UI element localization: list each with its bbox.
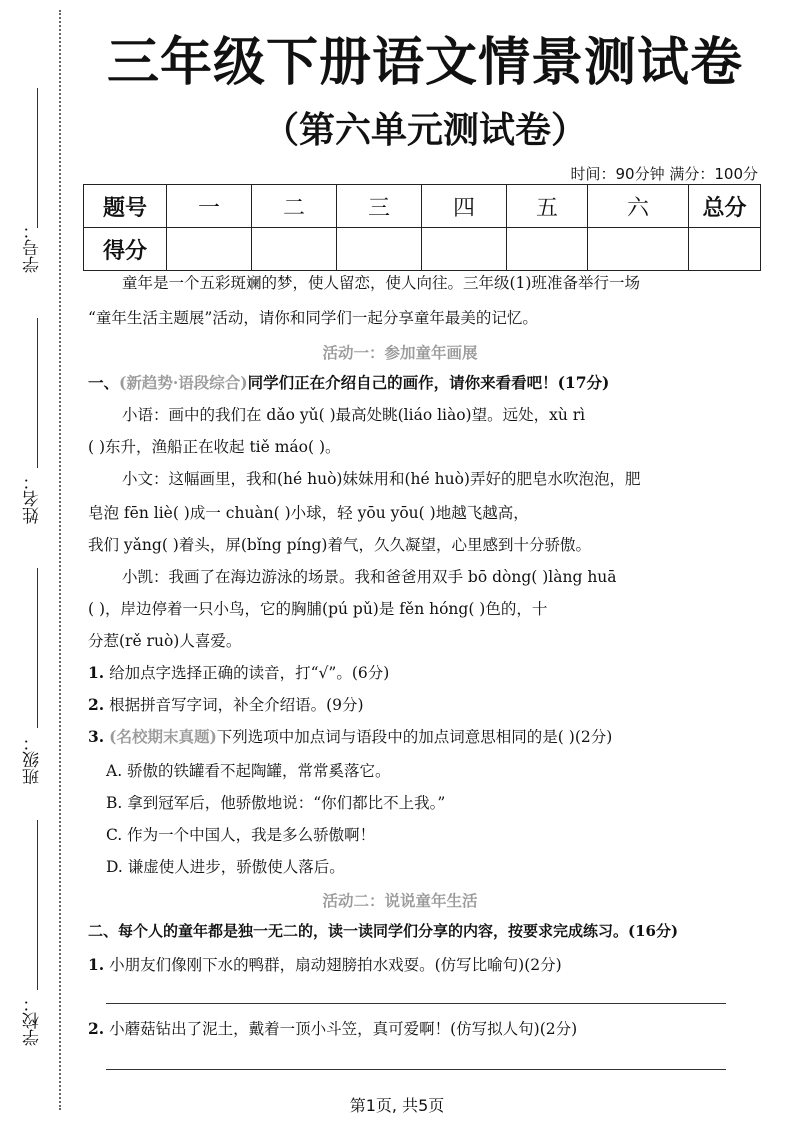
question-number: 2. [88, 1019, 105, 1038]
intro-line: “童年生活主题展”活动，请你和同学们一起分享童年最美的记忆。 [88, 309, 538, 327]
question-number: 1. [88, 663, 105, 682]
activity-heading: 活动二：说说童年生活 [322, 891, 478, 910]
score-cell[interactable] [689, 228, 761, 271]
score-table [83, 184, 761, 271]
student-id-label: 学号： [23, 222, 43, 273]
question-3 [88, 727, 728, 747]
section-heading: 二、每个人的童年都是独一无二的，读一读同学们分享的内容，按要求完成练习。(16分) [88, 922, 679, 940]
header-cell: 题号 [84, 185, 167, 228]
school-label: 学校： [23, 995, 43, 1046]
question-text: 下列选项中加点词与语段中的加点词意思相同的是( )(2分) [216, 728, 613, 746]
score-table-header-row [84, 185, 761, 228]
question-text: 小蘑菇钻出了泥土，戴着一顶小斗笠，真可爱啊！(仿写拟人句)(2分) [109, 1020, 578, 1038]
score-cell[interactable] [167, 228, 252, 271]
page-subtitle: （第六单元测试卷） [262, 110, 587, 151]
header-cell: 三 [337, 185, 422, 228]
passage-line: ( )东升，渔船正在收起 tiě máo( )。 [88, 438, 341, 456]
score-row-label: 得分 [84, 228, 167, 271]
class-label: 班级： [23, 734, 43, 785]
section-number: 一、 [88, 373, 120, 392]
page-footer: 第1页, 共5页 [349, 1096, 445, 1115]
intro-line: 童年是一个五彩斑斓的梦，使人留恋，使人向往。三年级(1)班准备举行一场 [122, 274, 640, 292]
header-cell: 六 [588, 185, 689, 228]
option-c[interactable]: C. 作为一个中国人，我是多么骄傲啊！ [106, 826, 376, 844]
option-d[interactable]: D. 谦虚使人进步，骄傲使人落后。 [106, 858, 345, 876]
header-cell: 二 [252, 185, 337, 228]
section-heading [88, 373, 728, 393]
header-cell: 五 [507, 185, 588, 228]
name-label: 姓名： [23, 473, 43, 524]
header-cell: 一 [167, 185, 252, 228]
question-text: 给加点字选择正确的读音，打“√”。(6分) [109, 664, 390, 682]
question-text: 根据拼音写字词，补全介绍语。(9分) [109, 696, 364, 714]
question-number: 1. [88, 955, 105, 974]
section-text: 同学们正在介绍自己的画作，请你来看看吧！(17分) [247, 373, 610, 392]
passage-line: ( )，岸边停着一只小鸟，它的胸脯(pú pǔ)是 fěn hóng( )色的，十 [88, 600, 548, 618]
class-line [37, 568, 38, 728]
passage-line: 分惹(rě ruò)人喜爱。 [88, 632, 242, 650]
header-cell: 总分 [689, 185, 761, 228]
question-number: 2. [88, 695, 105, 714]
score-cell[interactable] [588, 228, 689, 271]
score-cell[interactable] [507, 228, 588, 271]
header-cell: 四 [422, 185, 507, 228]
exercise-1 [88, 955, 728, 975]
answer-line[interactable] [106, 1069, 726, 1070]
answer-line[interactable] [106, 1003, 726, 1004]
passage-line: 小语：画中的我们在 dǎo yǔ( )最高处眺(liáo liào)望。远处，xù rì [122, 406, 586, 424]
option-b[interactable]: B. 拿到冠军后，他骄傲地说：“你们都比不上我。” [106, 794, 446, 812]
section-tag: (新趋势·语段综合) [119, 373, 248, 392]
score-cell[interactable] [337, 228, 422, 271]
score-cell[interactable] [422, 228, 507, 271]
question-tag: (名校期末真题) [109, 727, 217, 746]
passage-line: 小文：这幅画里，我和(hé huò)妹妹用和(hé huò)弄好的肥皂水吹泡泡，肥 [122, 470, 641, 488]
time-info: 时间：90分钟 满分：100分 [570, 165, 758, 183]
score-cell[interactable] [252, 228, 337, 271]
passage-line: 我们 yǎng( )着头，屏(bǐng píng)着气，久久凝望，心里感到十分骄傲。 [88, 536, 591, 554]
page-title: 三年级下册语文情景测试卷 [106, 33, 743, 93]
question-text: 小朋友们像刚下水的鸭群，扇动翅膀拍水戏耍。(仿写比喻句)(2分) [109, 956, 562, 974]
question-number: 3. [88, 727, 105, 746]
activity-heading: 活动一：参加童年画展 [322, 343, 478, 362]
question-2 [88, 695, 728, 715]
option-a[interactable]: A. 骄傲的铁罐看不起陶罐，常常奚落它。 [106, 762, 391, 780]
student-id-line [37, 88, 38, 228]
score-table-score-row [84, 228, 761, 271]
passage-line: 小凯：我画了在海边游泳的场景。我和爸爸用双手 bō dòng( )làng huā [122, 568, 617, 586]
passage-line: 皂泡 fēn liè( )成一 chuàn( )小球，轻 yōu yōu( )地越飞越高， [88, 504, 529, 522]
binding-dotted-line [59, 10, 61, 1110]
exercise-2 [88, 1019, 728, 1039]
question-1 [88, 663, 728, 683]
